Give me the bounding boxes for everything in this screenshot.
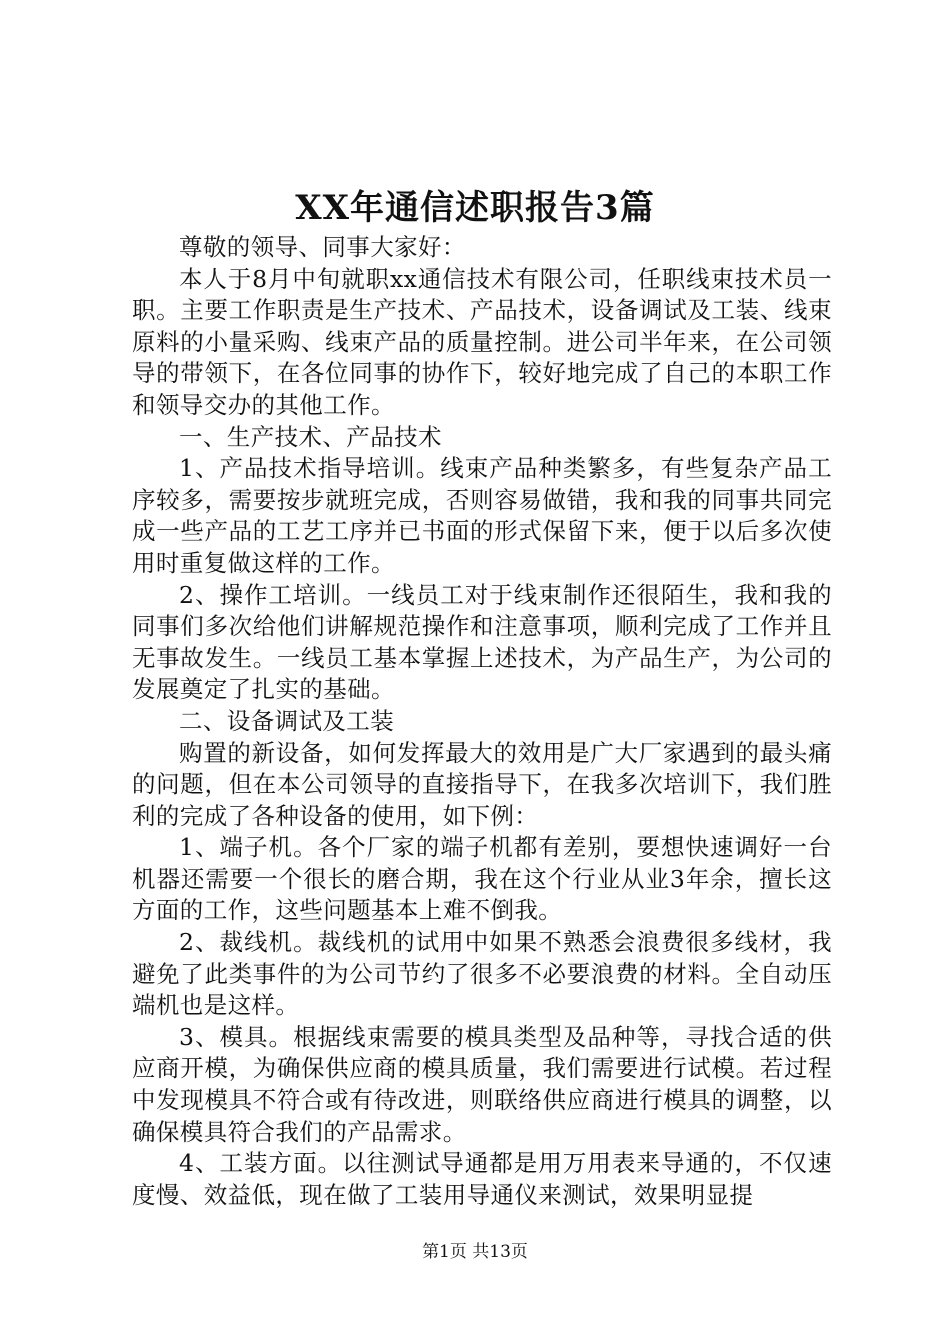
paragraph-item: 1、产品技术指导培训。线束产品种类繁多，有些复杂产品工序较多，需要按步就班完成，否则容易做错，我和我的同事共同完成一些产品的工艺工序并已书面的形式保留下来，便于以后多次使用时重复做这样的工作。 [132,454,832,577]
paragraph-greeting: 尊敬的领导、同事大家好： [179,233,466,261]
paragraph-intro: 本人于8月中旬就职xx通信技术有限公司，任职线束技术员一职。主要工作职责是生产技术、产品技术，设备调试及工装、线束原料的小量采购、线束产品的质量控制。进公司半年来，在公司领导的带领下，在各位同事的协作下，较好地完成了自己的本职工作和领导交办的其他工作。 [132,264,832,419]
paragraph-item: 4、工装方面。以往测试导通都是用万用表来导通的，不仅速度慢、效益低，现在做了工装用导通仪来测试，效果明显提 [132,1149,832,1209]
section-heading-1: 一、生产技术、产品技术 [179,422,442,451]
document-title: XX年通信述职报告3篇 [295,188,655,228]
paragraph-item: 2、裁线机。裁线机的试用中如果不熟悉会浪费很多线材，我避免了此类事件的为公司节约了很多不必要浪费的材料。全自动压端机也是这样。 [132,928,832,1020]
document-body [132,232,832,1211]
paragraph-item: 3、模具。根据线束需要的模具类型及品种等，寻找合适的供应商开模，为确保供应商的模具质量，我们需要进行试模。若过程中发现模具不符合或有待改进，则联络供应商进行模具的调整，以确保模具符合我们的产品需求。 [132,1022,832,1146]
paragraph-item: 1、端子机。各个厂家的端子机都有差别，要想快速调好一台机器还需要一个很长的磨合期，我在这个行业从业3年余，擅长这方面的工作，这些问题基本上难不倒我。 [132,833,832,925]
paragraph-section-intro: 购置的新设备，如何发挥最大的效用是广大厂家遇到的最头痛的问题，但在本公司领导的直接指导下，在我多次培训下，我们胜利的完成了各种设备的使用，如下例： [132,738,832,830]
section-heading-2: 二、设备调试及工装 [179,706,395,735]
page-number: 第1页 共13页 [422,1242,528,1262]
paragraph-item: 2、操作工培训。一线员工对于线束制作还很陌生，我和我的同事们多次给他们讲解规范操作和注意事项，顺利完成了工作并且无事故发生。一线员工基本掌握上述技术，为产品生产，为公司的发展奠定了扎实的基础。 [132,580,832,704]
